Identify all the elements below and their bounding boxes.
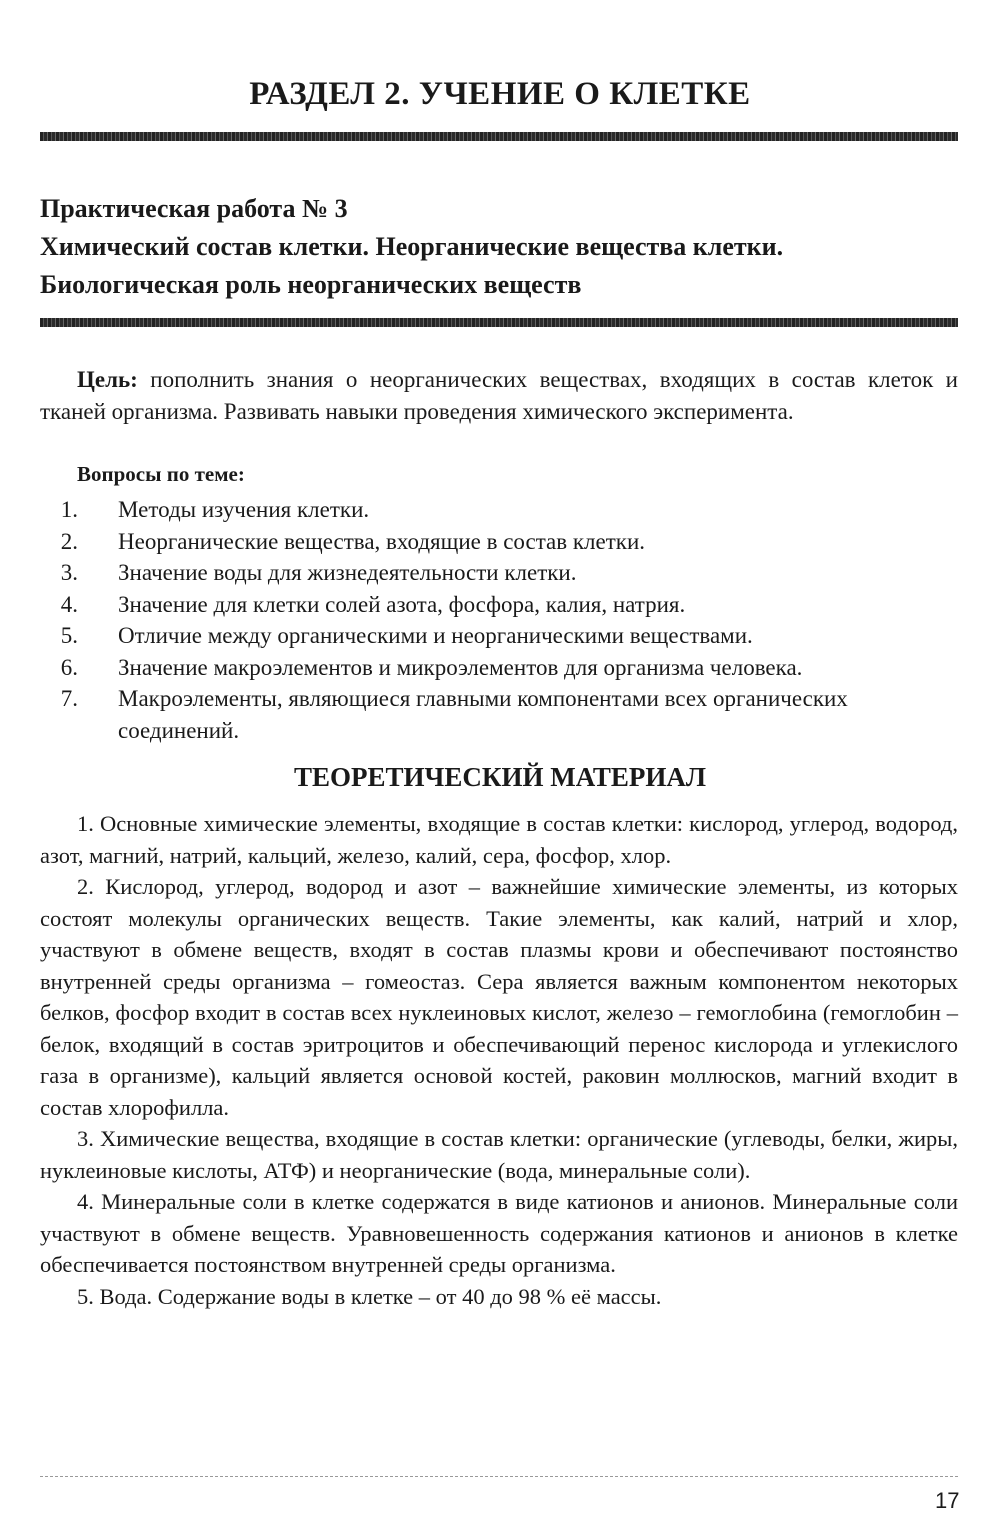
list-item-text: Значение макроэлементов и микроэлементов для организма человека. — [118, 654, 803, 680]
list-item-number: 4. — [60, 591, 78, 617]
goal-label: Цель: — [77, 367, 138, 392]
theory-paragraph-5: 5. Вода. Содержание воды в клетке – от 40 до 98 % её массы. — [77, 1283, 662, 1309]
section-title: РАЗДЕЛ 2. УЧЕНИЕ О КЛЕТКЕ — [249, 76, 751, 112]
goal-paragraph — [40, 364, 958, 428]
work-number: Практическая работа № 3 — [40, 194, 348, 223]
list-item — [40, 526, 960, 558]
page-number: 17 — [935, 1488, 960, 1513]
list-item-text: Методы изучения клетки. — [118, 497, 370, 522]
list-item-text: Макроэлементы, являющиеся главными компонентами всех органических соединений. — [118, 686, 848, 743]
title-divider — [40, 132, 958, 141]
list-item-text: Значение воды для жизнедеятельности клетки. — [118, 560, 577, 585]
questions-heading: Вопросы по теме: — [77, 462, 245, 486]
goal-text: пополнить знания о неорганических веществах, входящих в состав клеток и тканей организма. Развивать навыки проведения химического эксперимента. — [40, 367, 958, 424]
list-item-text: Отличие между органическими и неорганическими веществами. — [118, 623, 753, 648]
list-item — [40, 494, 960, 526]
work-topic-line-2: Биологическая роль неорганических веществ — [40, 270, 582, 299]
practical-work-title — [40, 190, 960, 304]
list-item-text: Значение для клетки солей азота, фосфора, калия, натрия. — [118, 591, 686, 617]
work-title-divider — [40, 318, 958, 327]
list-item-number: 2. — [60, 528, 78, 554]
list-item-number: 5. — [60, 623, 78, 648]
work-topic-line-1: Химический состав клетки. Неорганические вещества клетки. — [40, 232, 784, 261]
list-item — [40, 557, 960, 589]
list-item-number: 6. — [60, 654, 78, 680]
list-item-number: 7. — [60, 686, 78, 711]
theory-paragraph-4: 4. Минеральные соли в клетке содержатся в виде катионов и анионов. Минеральные соли участвуют в обмене веществ. Уравновешенность содержания катионов и анионов в клетке обеспечивается постоянством внутренней среды организма. — [40, 1189, 958, 1277]
list-item — [40, 652, 960, 684]
list-item — [40, 589, 960, 621]
theory-heading: ТЕОРЕТИЧЕСКИЙ МАТЕРИАЛ — [294, 762, 706, 792]
list-item — [40, 683, 960, 746]
list-item-text: Неорганические вещества, входящие в состав клетки. — [118, 528, 646, 554]
list-item — [40, 620, 960, 652]
theory-paragraph-3: 3. Химические вещества, входящие в состав клетки: органические (углеводы, белки, жиры, нуклеиновые кислоты, АТФ) и неорганические (вода, минеральные соли). — [40, 1126, 958, 1183]
footer-divider — [40, 1476, 958, 1477]
list-item-number: 1. — [60, 497, 78, 522]
theory-body — [40, 808, 958, 1312]
theory-paragraph-2: 2. Кислород, углерод, водород и азот – важнейшие химические элементы, из которых состоят молекулы органических веществ. Такие элементы, как калий, натрий и хлор, участвуют в обмене веществ, входят в состав плазмы крови и обеспечивают постоянство внутренней среды организма – гомеостаз. Сера является важным компонентом некоторых белков, фосфор входит в состав всех нуклеиновых кислот, железо – гемоглобина (гемоглобин – белок, входящий в состав эритроцитов и обеспечивающий перенос кислорода и углекислого газа в организме), кальций является основой костей, раковин моллюсков, магний входит в состав хлорофилла. — [40, 874, 958, 1120]
questions-list — [40, 494, 960, 746]
theory-paragraph-1: 1. Основные химические элементы, входящие в состав клетки: кислород, углерод, водород, азот, магний, натрий, кальций, железо, калий, сера, фосфор, хлор. — [40, 811, 958, 868]
list-item-number: 3. — [60, 560, 78, 585]
